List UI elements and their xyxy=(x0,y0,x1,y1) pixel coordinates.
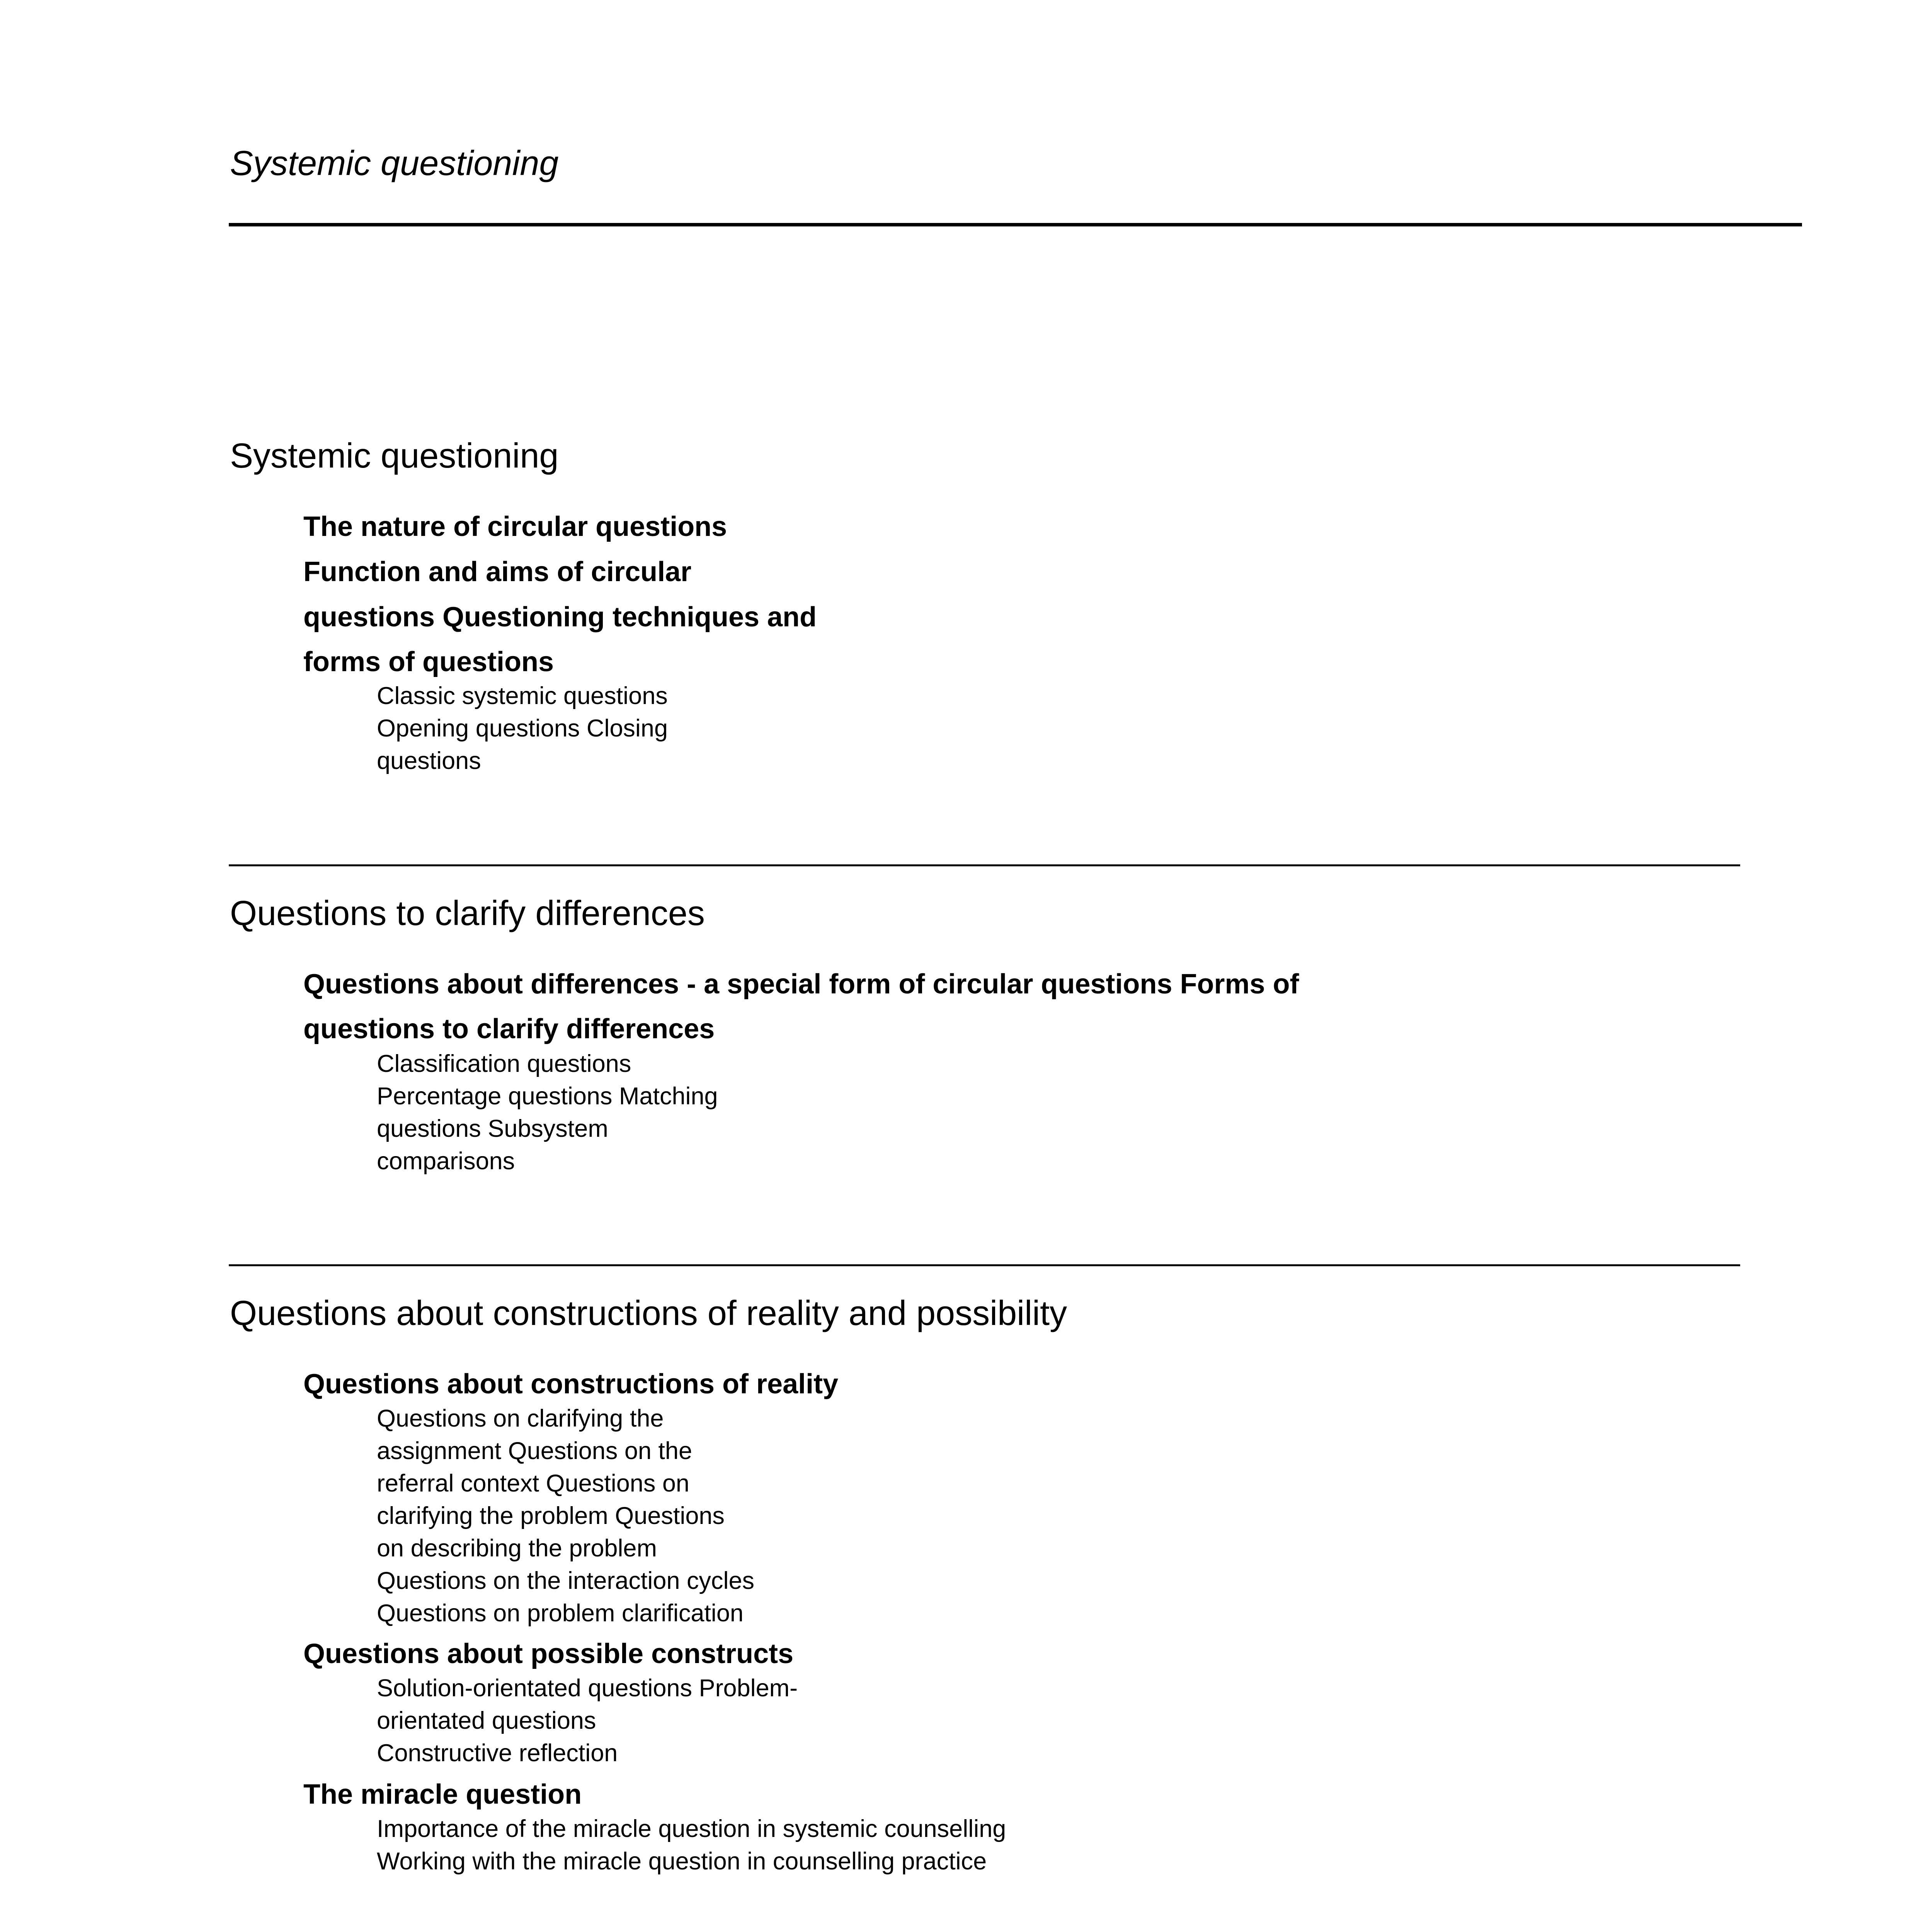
subtopic-line: orientated questions xyxy=(377,1707,596,1734)
subtopic-line: Questions on clarifying the xyxy=(377,1405,664,1432)
section-divider xyxy=(229,864,1740,866)
subtopic-line: Questions on the interaction cycles xyxy=(377,1567,755,1594)
subtopic-line: Constructive reflection xyxy=(377,1740,618,1767)
topic-line: The nature of circular questions xyxy=(303,511,727,542)
subtopic-line: Questions on problem clarification xyxy=(377,1600,744,1627)
subtopic-line: Classification questions xyxy=(377,1050,631,1077)
topic-line: Function and aims of circular xyxy=(303,556,692,587)
subtopic-line: Solution-orientated questions Problem- xyxy=(377,1675,798,1702)
running-header: Systemic questioning xyxy=(230,144,559,183)
topic-line: questions to clarify differences xyxy=(303,1014,715,1044)
subtopic-line: Importance of the miracle question in systemic counselling xyxy=(377,1815,1006,1842)
topic-line: Questions about differences - a special form of circular questions Forms of xyxy=(303,969,1299,1000)
subtopic-line: questions Subsystem xyxy=(377,1115,608,1142)
subtopic-line: Opening questions Closing xyxy=(377,715,668,742)
topic-line: Questions about constructions of reality xyxy=(303,1369,839,1400)
topic-line: forms of questions xyxy=(303,646,554,677)
section-title: Questions to clarify differences xyxy=(230,894,705,933)
subtopic-line: Classic systemic questions xyxy=(377,682,668,709)
subtopic-line: clarifying the problem Questions xyxy=(377,1502,725,1529)
subtopic-line: Working with the miracle question in counselling practice xyxy=(377,1848,987,1875)
section-title: Questions about constructions of reality and possibility xyxy=(230,1294,1067,1333)
topic-line: questions Questioning techniques and xyxy=(303,602,817,633)
subtopic-line: comparisons xyxy=(377,1148,515,1175)
subtopic-line: assignment Questions on the xyxy=(377,1437,692,1464)
section-divider xyxy=(229,1264,1740,1266)
subtopic-line: referral context Questions on xyxy=(377,1470,689,1497)
section-title: Systemic questioning xyxy=(230,437,559,475)
header-divider xyxy=(229,223,1802,226)
subtopic-line: on describing the problem xyxy=(377,1535,657,1562)
topic-line: The miracle question xyxy=(303,1779,582,1810)
subtopic-line: Percentage questions Matching xyxy=(377,1083,718,1110)
topic-line: Questions about possible constructs xyxy=(303,1638,794,1669)
subtopic-line: questions xyxy=(377,747,481,774)
